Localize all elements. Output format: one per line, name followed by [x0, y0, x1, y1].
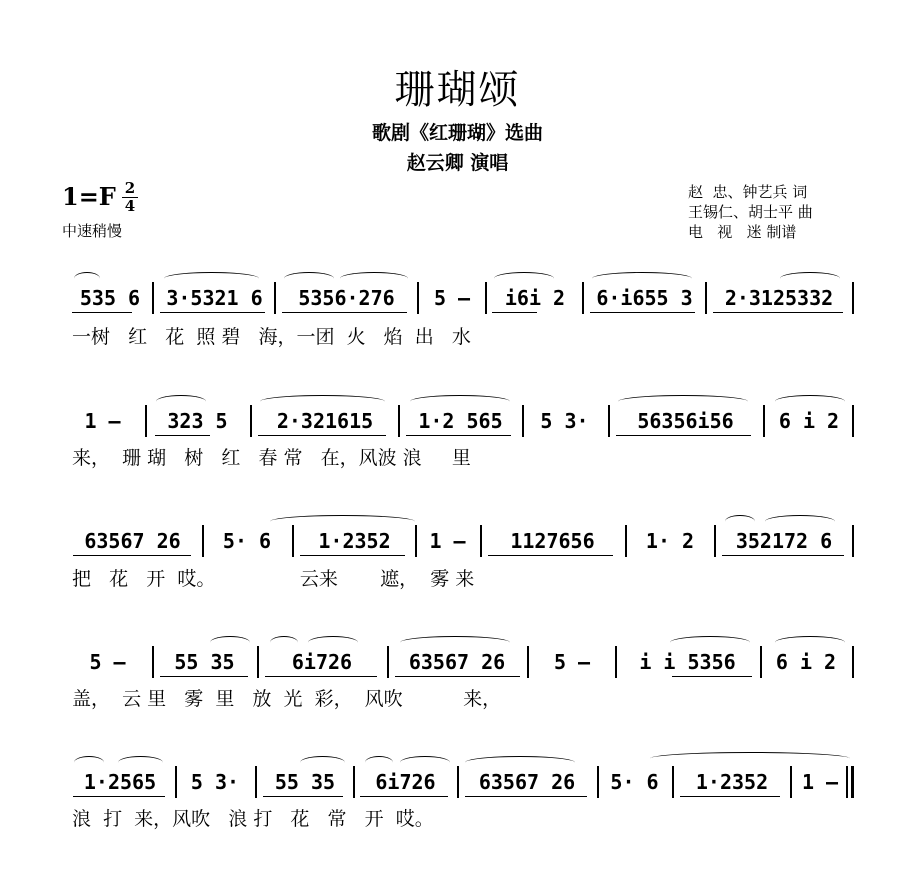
measure: 5 3· [190, 770, 240, 794]
bar-line [485, 282, 487, 314]
lyrics-line-1: 一树 红 花 照 碧 海，一团 火 焰 出 水 [72, 326, 471, 348]
slur [725, 515, 755, 528]
measure: 1 – [801, 770, 839, 794]
final-bar-line [851, 766, 854, 798]
lyricist-credit: 赵 忠、钟艺兵 词 [688, 183, 808, 201]
measure: 1· 2 [645, 529, 695, 553]
slur [156, 395, 206, 408]
measure: 1·2565 [83, 770, 157, 794]
bar-line [625, 525, 627, 557]
measure: 6 i 2 [778, 409, 840, 433]
measure: 352172 6 [735, 529, 833, 553]
bar-line [175, 766, 177, 798]
bar-line [608, 405, 610, 437]
underline [160, 312, 265, 313]
lyrics-line-5: 浪 打 来，风吹 浪 打 花 常 开 哎。 [72, 808, 434, 830]
measure: 55 35 [274, 770, 336, 794]
staff-line-4 [60, 646, 855, 678]
bar-line [250, 405, 252, 437]
underline [360, 796, 448, 797]
slur [592, 272, 692, 285]
slur [775, 636, 845, 649]
underline [160, 676, 248, 677]
staff-line-3 [60, 525, 855, 557]
slur [260, 395, 385, 408]
slur [365, 756, 393, 769]
bar-line [852, 646, 854, 678]
underline [73, 796, 165, 797]
measure: 1 – [84, 409, 121, 433]
bar-line [527, 646, 529, 678]
underline [300, 555, 405, 556]
slur [118, 756, 163, 769]
lyrics-line-4: 盖， 云 里 雾 里 放 光 彩， 风吹 来， [72, 688, 502, 710]
bar-line [457, 766, 459, 798]
measure: 6i726 [291, 650, 353, 674]
underline [672, 676, 752, 677]
measure: 535 6 [79, 286, 141, 310]
singer-credit: 赵云卿 演唱 [406, 152, 509, 174]
underline [680, 796, 780, 797]
measure: 1 – [429, 529, 466, 553]
underline [72, 312, 132, 313]
bar-line [415, 525, 417, 557]
slur [340, 272, 408, 285]
lyrics-line-3: 把 花 开 哎。 云来 遮， 雾 来 [72, 568, 475, 590]
time-signature [122, 180, 138, 215]
bar-line [852, 405, 854, 437]
measure: 5 – [433, 286, 471, 310]
measure: 2·3125332 [724, 286, 834, 310]
underline [155, 435, 210, 436]
staff-line-2 [60, 405, 855, 437]
song-title: 珊瑚颂 [394, 67, 521, 113]
slur [780, 272, 840, 285]
bar-line [255, 766, 257, 798]
measure: 63567 26 [408, 650, 506, 674]
bar-line [846, 766, 848, 798]
underline [395, 676, 520, 677]
bar-line [763, 405, 765, 437]
lyrics-line-2: 来， 珊 瑚 树 红 春 常 在，风波 浪 里 [72, 447, 471, 469]
slur [618, 395, 748, 408]
slur [210, 636, 250, 649]
transcriber-credit: 电 视 迷 制谱 [688, 223, 797, 241]
underline [590, 312, 695, 313]
key-signature: 1=F [62, 182, 116, 211]
measure: 63567 26 [84, 529, 181, 553]
underline [263, 796, 343, 797]
bar-line [615, 646, 617, 678]
bar-line [353, 766, 355, 798]
underline [282, 312, 407, 313]
bar-line [714, 525, 716, 557]
bar-line [522, 405, 524, 437]
slur [164, 272, 259, 285]
meter-top: 2 [122, 180, 138, 198]
measure: 5 – [553, 650, 591, 674]
measure: 5 – [89, 650, 126, 674]
measure: 56356i56 [637, 409, 734, 433]
measure: 1127656 [510, 529, 595, 553]
slur [74, 756, 104, 769]
bar-line [582, 282, 584, 314]
slur [465, 756, 575, 769]
bar-line [597, 766, 599, 798]
measure: 5· 6 [222, 529, 272, 553]
composer-credit: 王锡仁、胡士平 曲 [688, 203, 813, 221]
underline [258, 435, 386, 436]
slur [74, 272, 100, 285]
measure: i i 5356 [639, 650, 736, 674]
slur [670, 636, 750, 649]
bar-line [398, 405, 400, 437]
slur [300, 756, 345, 769]
underline [492, 312, 537, 313]
measure: 6·i655 3 [596, 286, 693, 310]
underline [488, 555, 613, 556]
bar-line [145, 405, 147, 437]
measure: 1·2352 [695, 770, 769, 794]
bar-line [152, 646, 154, 678]
slur [650, 752, 850, 765]
credits-block [688, 182, 813, 242]
bar-line [852, 525, 854, 557]
slur [775, 395, 845, 408]
staff-line-1 [60, 282, 855, 314]
slur [410, 395, 510, 408]
bar-line [292, 525, 294, 557]
underline [616, 435, 751, 436]
slur [270, 515, 415, 528]
measure: 6 i 2 [775, 650, 837, 674]
underline [713, 312, 843, 313]
slur [765, 515, 835, 528]
bar-line [705, 282, 707, 314]
measure: 63567 26 [478, 770, 576, 794]
measure: i6i 2 [504, 286, 566, 310]
slur [308, 636, 358, 649]
slur [494, 272, 554, 285]
measure: 323 5 [167, 409, 228, 433]
song-subtitle: 歌剧《红珊瑚》选曲 [371, 122, 543, 144]
underline [465, 796, 587, 797]
measure: 1·2 565 [418, 409, 503, 433]
slur [400, 636, 510, 649]
underline [265, 676, 377, 677]
meter-bottom: 4 [124, 197, 136, 215]
measure: 1·2352 [318, 529, 391, 553]
bar-line [852, 282, 854, 314]
measure: 55 35 [174, 650, 235, 674]
measure: 5 3· [540, 409, 589, 433]
bar-line [417, 282, 419, 314]
tempo-marking: 中速稍慢 [62, 222, 123, 240]
staff-line-5 [60, 766, 855, 798]
measure: 3·5321 6 [166, 286, 263, 310]
bar-line [760, 646, 762, 678]
underline [406, 435, 511, 436]
measure: 5· 6 [610, 770, 659, 794]
measure: 2·321615 [276, 409, 374, 433]
bar-line [274, 282, 276, 314]
underline [73, 555, 191, 556]
bar-line [202, 525, 204, 557]
bar-line [387, 646, 389, 678]
bar-line [672, 766, 674, 798]
measure: 5356·276 [298, 286, 395, 310]
bar-line [257, 646, 259, 678]
bar-line [790, 766, 792, 798]
slur [284, 272, 334, 285]
measure: 6i726 [375, 770, 436, 794]
bar-line [480, 525, 482, 557]
underline [722, 555, 844, 556]
slur [270, 636, 298, 649]
slur [400, 756, 450, 769]
bar-line [152, 282, 154, 314]
